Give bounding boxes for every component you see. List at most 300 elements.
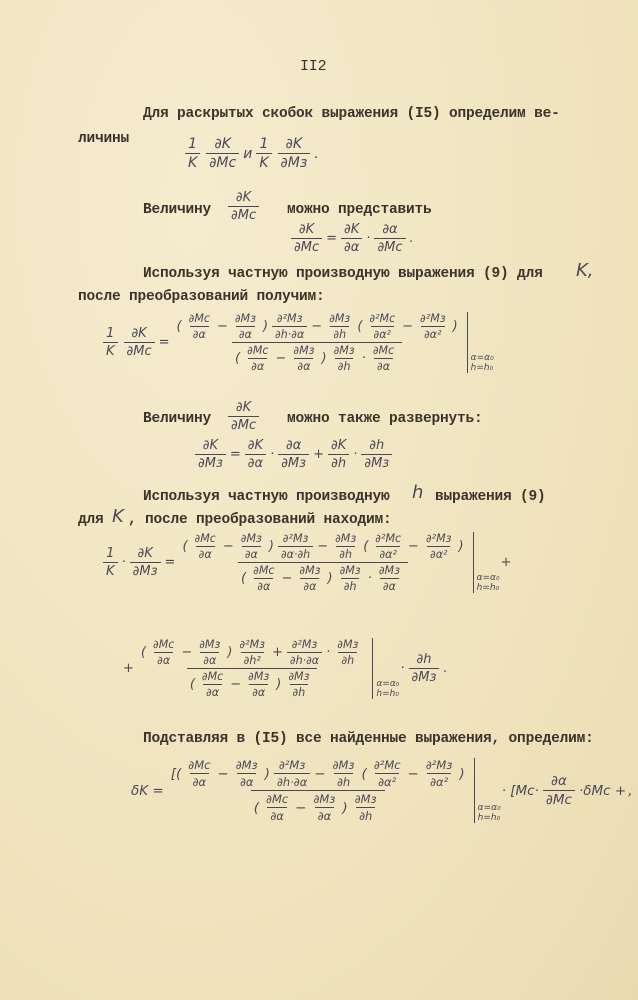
- formula-symbol: (: [140, 645, 146, 660]
- formula-symbol: ∂K: [344, 222, 360, 237]
- symbol-K: K,: [576, 260, 594, 281]
- numerator: [331, 344, 358, 358]
- formula-inline: [225, 400, 262, 433]
- fraction: [124, 326, 155, 359]
- formula-symbol: ∂h: [341, 654, 355, 667]
- denominator: [200, 652, 219, 667]
- numerator: [211, 136, 233, 153]
- evaluation-condition: α=α₀: [476, 573, 500, 583]
- fraction: [244, 344, 271, 373]
- denominator: [409, 668, 440, 685]
- numerator: [290, 344, 317, 358]
- fraction: [250, 564, 277, 593]
- denominator: [287, 652, 322, 667]
- formula-symbol: ∂Mз: [199, 638, 221, 651]
- fraction: [409, 652, 440, 685]
- numerator: [366, 312, 398, 326]
- formula-symbol: (: [363, 539, 369, 554]
- denominator: [315, 807, 335, 823]
- evaluation-bar: [474, 758, 501, 823]
- numerator: [328, 438, 349, 454]
- formula-symbol: (: [241, 571, 247, 586]
- paragraph-line: Используя частную производную выражения (9) для: [143, 266, 543, 282]
- formula-2: [225, 190, 262, 223]
- paragraph-line: для: [78, 512, 104, 528]
- numerator: [103, 546, 117, 562]
- formula-symbol: ∂K: [202, 438, 219, 453]
- fraction: [196, 638, 223, 667]
- numerator: [337, 564, 364, 578]
- numerator: [174, 312, 461, 342]
- numerator: [168, 758, 468, 790]
- formula-symbol: −: [222, 539, 234, 554]
- formula-symbol: ∂α: [382, 222, 398, 237]
- fraction: [423, 758, 456, 789]
- formula-symbol: ∂α: [257, 580, 271, 593]
- formula-symbol: ∂α: [376, 360, 390, 373]
- denominator: [278, 153, 311, 171]
- formula-symbol: ·: [326, 645, 331, 660]
- formula-symbol: ∂h: [339, 548, 353, 561]
- fraction: [232, 312, 259, 341]
- numerator: [128, 326, 149, 342]
- evaluation-condition: h=h₀: [477, 813, 501, 823]
- fraction: [361, 438, 392, 471]
- formula-symbol: (: [176, 319, 182, 334]
- numerator: [283, 136, 305, 153]
- paragraph-line: можно также развернуть:: [287, 411, 483, 427]
- formula-symbol: ∂h: [292, 686, 306, 699]
- denominator: [328, 454, 349, 471]
- formula-symbol: · [Mc·: [501, 782, 539, 799]
- formula-symbol: ∂α: [206, 686, 220, 699]
- denominator: [334, 773, 353, 789]
- fraction: [371, 758, 404, 789]
- formula-symbol: ∂α: [192, 328, 206, 341]
- formula-symbol: ∂h²: [243, 654, 261, 667]
- denominator: [232, 342, 402, 373]
- formula-symbol: .: [443, 661, 448, 676]
- fraction: [310, 792, 338, 823]
- formula-symbol: ∂α: [285, 438, 302, 453]
- evaluation-condition: α=α₀: [470, 353, 494, 363]
- formula-symbol: (: [253, 799, 260, 816]
- denominator: [228, 206, 259, 223]
- formula-symbol: ∂²Mз: [291, 638, 318, 651]
- fraction: [130, 546, 161, 579]
- denominator: [187, 668, 318, 699]
- formula-symbol: (: [361, 765, 367, 782]
- formula-symbol: ∂²Mз: [278, 758, 306, 772]
- fraction: [296, 564, 323, 593]
- formula-symbol: ∂h: [416, 652, 432, 667]
- denominator: [294, 358, 313, 373]
- denominator: [290, 684, 309, 699]
- fraction: [543, 773, 575, 808]
- denominator: [237, 773, 257, 789]
- formula-symbol: ∂Mc: [188, 312, 210, 325]
- denominator: [341, 238, 362, 255]
- formula-symbol: ): [264, 765, 270, 782]
- formula-symbol: ∂α: [297, 360, 311, 373]
- formula-symbol: ∂Mз: [313, 792, 336, 806]
- formula-symbol: ∂²Mз: [425, 758, 453, 772]
- formula-symbol: −: [317, 539, 329, 554]
- numerator: [103, 326, 117, 342]
- formula-symbol: +: [271, 645, 283, 660]
- formula-symbol: (: [182, 539, 188, 554]
- denominator: [371, 326, 394, 341]
- numerator: [185, 136, 200, 153]
- denominator: [335, 358, 354, 373]
- formula-symbol: ∂Mз: [364, 456, 390, 471]
- evaluation-bar: [467, 312, 494, 373]
- fraction: [290, 344, 317, 373]
- numerator: [423, 758, 456, 773]
- formula-symbol: ∂K: [235, 400, 252, 415]
- evaluation-condition: α=α₀: [376, 679, 400, 689]
- numerator: [199, 670, 226, 684]
- formula-symbol: ∂K: [214, 136, 231, 152]
- formula-symbol: ∂Mз: [293, 344, 315, 357]
- formula-symbol: ∂K: [298, 222, 315, 237]
- numerator: [236, 638, 268, 652]
- denominator: [185, 153, 200, 171]
- formula-symbol: −: [217, 765, 229, 782]
- formula-symbol: ∂h: [337, 360, 351, 373]
- formula-symbol: ∂²Mз: [420, 312, 446, 325]
- formula-6: [100, 532, 513, 593]
- denominator: [380, 578, 399, 593]
- formula-symbol: ∂Mc: [294, 240, 320, 255]
- formula-symbol: ∂α: [247, 456, 264, 471]
- denominator: [427, 773, 451, 789]
- numerator: [233, 190, 254, 206]
- formula-symbol: ∂Mз: [235, 758, 258, 772]
- denominator: [190, 326, 209, 341]
- formula-symbol: ): [452, 319, 458, 334]
- formula-symbol: ∂α: [270, 809, 284, 823]
- denominator: [130, 562, 161, 579]
- fraction: [341, 222, 362, 255]
- fraction: [150, 638, 177, 667]
- numerator: [280, 532, 312, 546]
- formula-symbol: ∂Mз: [333, 344, 355, 357]
- paragraph-line: Величину: [143, 411, 212, 427]
- numerator: [245, 670, 272, 684]
- formula-symbol: ∂α: [239, 775, 254, 789]
- symbol-h: h: [412, 482, 424, 503]
- formula-symbol: ∂h: [331, 456, 347, 471]
- formula-symbol: ∂K: [137, 546, 153, 561]
- formula-symbol: −: [281, 571, 293, 586]
- fraction: [256, 136, 271, 171]
- fraction: [366, 312, 398, 341]
- formula-symbol: ∂α: [198, 548, 212, 561]
- paragraph-line: можно представить: [287, 202, 432, 218]
- formula-symbol: ·δMc +: [578, 782, 627, 799]
- formula-symbol: ∂h·∂α: [275, 328, 305, 341]
- numerator: [330, 758, 358, 773]
- formula-symbol: ∂α²: [373, 328, 391, 341]
- denominator: [249, 684, 268, 699]
- fraction: [291, 222, 322, 255]
- formula-symbol: ∂K: [131, 326, 147, 341]
- numerator: [352, 792, 380, 807]
- formula-symbol: ∂Mc: [247, 344, 269, 357]
- formula-symbol: .: [409, 231, 414, 246]
- formula-symbol: δK =: [131, 782, 164, 799]
- fraction: [206, 136, 239, 171]
- formula-symbol: ∂Mc: [377, 240, 403, 255]
- formula-symbol: ∂²Mc: [373, 758, 401, 772]
- formula-symbol: ∂Mc: [545, 792, 572, 808]
- formula-symbol: ∂Mc: [126, 344, 152, 359]
- formula-symbol: ∂Mз: [411, 670, 437, 685]
- denominator: [278, 454, 309, 471]
- numerator: [232, 312, 259, 326]
- fraction: [228, 190, 259, 223]
- fraction: [103, 546, 118, 579]
- fraction: [326, 312, 353, 341]
- formula-symbol: 1: [106, 326, 115, 341]
- formula-symbol: ∂Mc: [194, 532, 216, 545]
- denominator: [300, 578, 319, 593]
- denominator: [256, 153, 271, 171]
- formula-symbol: ∂Mз: [280, 155, 308, 171]
- formula-symbol: ∂Mз: [288, 670, 310, 683]
- formula-symbol: ∂α·∂h: [280, 548, 311, 561]
- formula-symbol: −: [314, 765, 326, 782]
- formula-symbol: ∂Mc: [188, 758, 211, 772]
- formula-symbol: =: [164, 555, 176, 570]
- formula-symbol: ·: [353, 447, 358, 462]
- formula-symbol: ∂Mз: [234, 312, 256, 325]
- paragraph-line: , после преобразований находим:: [128, 512, 392, 528]
- formula-symbol: ∂Mз: [354, 792, 377, 806]
- denominator: [190, 773, 210, 789]
- fraction: [185, 136, 200, 171]
- formula-3: [288, 222, 415, 255]
- numerator: [233, 400, 254, 416]
- formula-symbol: ): [327, 571, 333, 586]
- formula-symbol: (: [357, 319, 363, 334]
- denominator: [374, 238, 405, 255]
- numerator: [274, 312, 306, 326]
- formula-symbol: K: [188, 155, 198, 171]
- fraction: [245, 438, 266, 471]
- formula-symbol: ∂K: [247, 438, 264, 453]
- denominator: [228, 416, 259, 433]
- fraction: [138, 638, 366, 699]
- formula-symbol: ∂²Mз: [239, 638, 265, 651]
- paragraph-line: Подставляя в (I5) все найденные выражения, определим:: [143, 731, 594, 747]
- formula-symbol: −: [216, 319, 228, 334]
- fraction: [103, 326, 118, 359]
- formula-symbol: ∂h: [333, 328, 347, 341]
- formula-symbol: ·: [361, 351, 366, 366]
- fraction: [185, 758, 213, 789]
- formula-symbol: −: [275, 351, 287, 366]
- formula-symbol: ∂Mз: [337, 638, 359, 651]
- fraction: [287, 638, 322, 667]
- formula-symbol: ): [262, 319, 269, 334]
- formula-symbol: ∂α: [382, 580, 396, 593]
- formula-symbol: ): [458, 539, 464, 554]
- denominator: [278, 546, 313, 561]
- fraction: [332, 532, 359, 561]
- denominator: [196, 546, 215, 561]
- formula-symbol: ∂Mз: [281, 456, 307, 471]
- formula-symbol: −: [402, 319, 414, 334]
- formula-symbol: =: [158, 335, 170, 350]
- fraction: [278, 438, 309, 471]
- fraction: [285, 670, 312, 699]
- formula-symbol: ∂α²: [378, 775, 397, 789]
- fraction: [352, 792, 380, 823]
- numerator: [332, 532, 359, 546]
- formula-symbol: ∂Mc: [231, 418, 257, 433]
- denominator: [427, 546, 450, 561]
- formula-symbol: ∂Mc: [209, 155, 237, 171]
- formula-symbol: ∂α: [550, 773, 567, 789]
- formula-symbol: ∂Mз: [248, 670, 270, 683]
- denominator: [291, 238, 322, 255]
- denominator: [330, 326, 349, 341]
- formula-symbol: (: [235, 351, 241, 366]
- formula-symbol: ∂Mc: [266, 792, 289, 806]
- formula-symbol: ): [276, 677, 282, 692]
- formula-symbol: ∂α²: [379, 548, 397, 561]
- fraction: [263, 792, 291, 823]
- formula-7: [122, 638, 449, 699]
- numerator: [370, 344, 397, 358]
- denominator: [341, 578, 360, 593]
- formula-symbol: ∂²Mз: [425, 532, 452, 545]
- formula-symbol: ∂h·∂α: [289, 654, 320, 667]
- formula-symbol: ∂K: [330, 438, 347, 453]
- numerator: [276, 758, 309, 773]
- numerator: [310, 792, 338, 807]
- numerator: [134, 546, 155, 562]
- symbol-K: K: [112, 506, 124, 527]
- denominator: [338, 652, 357, 667]
- denominator: [543, 790, 575, 808]
- numerator: [285, 670, 312, 684]
- fraction: [372, 532, 404, 561]
- formula-symbol: ∂Mз: [299, 564, 321, 577]
- formula-symbol: ∂h: [359, 809, 373, 823]
- formula-symbol: ∂α: [238, 328, 252, 341]
- denominator: [242, 546, 261, 561]
- fraction: [179, 532, 466, 593]
- numerator: [256, 136, 271, 153]
- formula-symbol: ∂Mз: [332, 758, 355, 772]
- formula-symbol: ∂h: [336, 775, 351, 789]
- evaluation-bar: [473, 532, 500, 593]
- denominator: [245, 454, 266, 471]
- formula-symbol: ∂Mз: [339, 564, 361, 577]
- formula-symbol: +: [313, 447, 324, 462]
- formula-symbol: ∂Mc: [231, 208, 257, 223]
- fraction: [328, 438, 349, 471]
- formula-symbol: ∂α: [303, 580, 317, 593]
- formula-symbol: −: [295, 799, 307, 816]
- numerator: [196, 638, 223, 652]
- denominator: [361, 454, 392, 471]
- fraction: [238, 532, 265, 561]
- fraction: [199, 670, 226, 699]
- numerator: [371, 758, 404, 773]
- formula-symbol: ·: [121, 555, 126, 570]
- denominator: [356, 807, 375, 823]
- formula-symbol: ∂Mз: [329, 312, 351, 325]
- formula-symbol: [(: [170, 765, 182, 782]
- formula-symbol: −: [230, 677, 242, 692]
- denominator: [236, 326, 255, 341]
- formula-symbol: (: [189, 677, 195, 692]
- formula-symbol: ∂Mз: [240, 532, 262, 545]
- formula-symbol: ∂Mc: [253, 564, 275, 577]
- fraction: [330, 758, 358, 789]
- numerator: [185, 758, 213, 773]
- formula-symbol: ∂α: [244, 548, 258, 561]
- fraction: [236, 638, 268, 667]
- denominator: [267, 807, 287, 823]
- fraction: [417, 312, 449, 341]
- formula-symbol: +: [500, 555, 512, 570]
- formula-symbol: ·: [367, 571, 372, 586]
- formula-symbol: ): [342, 799, 348, 816]
- denominator: [375, 773, 399, 789]
- numerator: [233, 758, 261, 773]
- formula-8: [130, 758, 634, 823]
- numerator: [250, 564, 277, 578]
- formula-symbol: ∂Mc: [372, 344, 395, 357]
- formula-symbol: ): [459, 765, 465, 782]
- formula-symbol: .: [314, 145, 319, 162]
- numerator: [341, 222, 362, 238]
- numerator: [200, 438, 221, 454]
- fraction: [423, 532, 455, 561]
- fraction: [274, 758, 310, 789]
- fraction: [374, 222, 405, 255]
- formula-symbol: ·: [270, 447, 275, 462]
- denominator: [103, 562, 118, 579]
- numerator: [417, 312, 449, 326]
- fraction: [186, 312, 213, 341]
- formula-symbol: ·: [400, 661, 405, 676]
- formula-1: [182, 136, 320, 171]
- page-number: II2: [300, 58, 327, 75]
- fraction: [228, 400, 259, 433]
- formula-symbol: −: [408, 539, 419, 554]
- paragraph-line: Величину: [143, 202, 212, 218]
- formula-symbol: K: [106, 564, 115, 579]
- fraction: [334, 638, 361, 667]
- evaluation-condition: h=h₀: [376, 689, 399, 699]
- numerator: [413, 652, 434, 668]
- fraction: [278, 532, 313, 561]
- formula-symbol: ∂K: [235, 190, 252, 205]
- formula-symbol: ∂α: [203, 654, 217, 667]
- denominator: [124, 342, 155, 359]
- denominator: [251, 790, 385, 823]
- denominator: [203, 684, 222, 699]
- formula-symbol: ∂Mc: [152, 638, 175, 651]
- formula-symbol: ): [268, 539, 274, 554]
- paragraph-line: после преобразований получим:: [78, 289, 325, 305]
